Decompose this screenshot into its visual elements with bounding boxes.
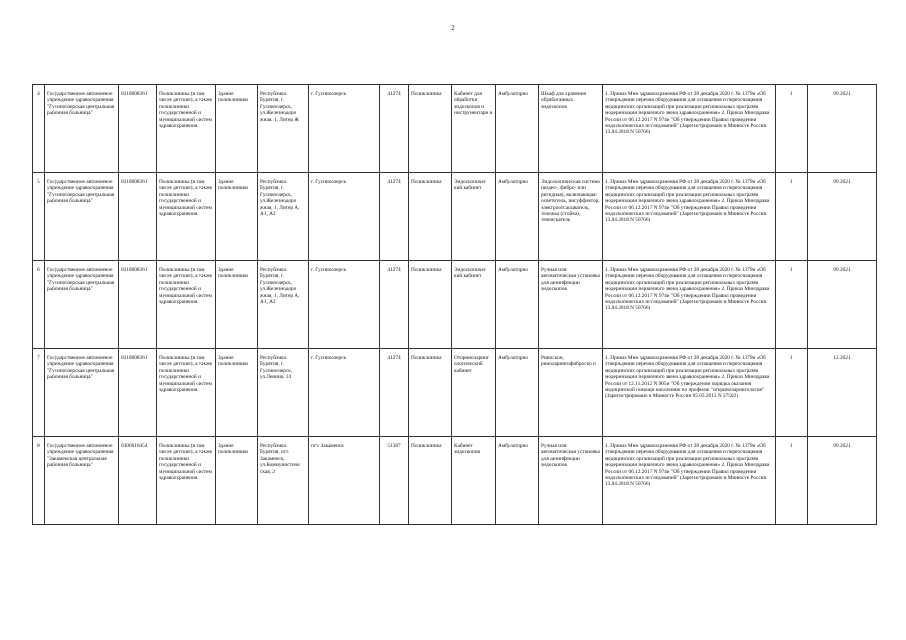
unit-type-cell: Поликлиника (в том числе детские), а также поликлиники государственной и муниципальной систем здравоохранения. <box>157 85 216 173</box>
date-cell: 09.2021 <box>808 85 877 173</box>
room-cell: Кабинет эндоскопии <box>452 437 496 525</box>
table-row <box>33 437 877 525</box>
quantity-cell: 1 <box>776 85 808 173</box>
facility-kind-cell: Поликлиника <box>409 85 452 173</box>
unit-type-cell: Поликлиника (в том числе детские), а также поликлиники государственной и муниципальной систем здравоохранения. <box>157 349 216 437</box>
facility-kind-cell: Поликлиника <box>409 261 452 349</box>
org-code-cell: 0318008361 <box>119 261 157 349</box>
address-cell: Республика Бурятия, г. Гусиноозерск, ул.Железнодоро жная, 1, Литер А, А1, А2 <box>258 173 309 261</box>
row-number-cell: 5 <box>33 173 45 261</box>
row-number-cell: 8 <box>33 437 45 525</box>
legal-basis-cell: 1. Приказ Мин здравоохранения РФ от 28 декабря 2020 г. № 1379н «Об утверждении перечня оборудования для оснащения и переоснащения медицинских организаций при реализации региональных программ модернизации первичного звена здравоохранения» 2. Приказ Минздрава России от 06.12.2017 N 974н "Об утверждении Правил проведения эндоскопических исследований" (Зарегистрировано в Минюсте России 13.04.2018 N 50766) <box>603 173 776 261</box>
table-body <box>33 85 877 525</box>
address-cell: Республика Бурятия, г. Гусиноозерск, ул.Железнодоро жная, 1, Литер Ж <box>258 85 309 173</box>
org-code-cell: 0318008361 <box>119 349 157 437</box>
organization-cell: Государственное автономное учреждение здравоохранения "Гусиноозерская центральная районная больница" <box>45 349 119 437</box>
quantity-cell: 1 <box>776 261 808 349</box>
building-cell: Здание поликлиники <box>216 349 258 437</box>
row-number-cell: 7 <box>33 349 45 437</box>
unit-type-cell: Поликлиника (в том числе детские), а также поликлиники государственной и муниципальной систем здравоохранения. <box>157 173 216 261</box>
unit-type-cell: Поликлиника (в том числе детские), а также поликлиники государственной и муниципальной систем здравоохранения. <box>157 261 216 349</box>
org-code-cell: 0306010454 <box>119 437 157 525</box>
organization-cell: Государственное автономное учреждение здравоохранения "Гусиноозерская центральная районная больница" <box>45 261 119 349</box>
org-code-cell: 0318008361 <box>119 173 157 261</box>
legal-basis-cell: 1. Приказ Мин здравоохранения РФ от 28 декабря 2020 г. № 1379н «Об утверждении перечня оборудования для оснащения и переоснащения медицинских организаций при реализации региональных программ модернизации первичного звена здравоохранения» 2. Приказ Минздрава России от 06.12.2017 N 974н "Об утверждении Правил проведения эндоскопических исследований" (Зарегистрировано в Минюсте России 13.04.2018 N 50766) <box>603 85 776 173</box>
table-row <box>33 349 877 437</box>
legal-basis-cell: 1. Приказ Мин здравоохранения РФ от 28 декабря 2020 г. № 1379н «Об утверждении перечня оборудования для оснащения и переоснащения медицинских организаций при реализации региональных программ модернизации первичного звена здравоохранения» 2. Приказ Минздрава России от 06.12.2017 N 974н "Об утверждении Правил проведения эндоскопических исследований" (Зарегистрировано в Минюсте России 13.04.2018 N 50766) <box>603 261 776 349</box>
oktmo-cell: 41274 <box>380 85 409 173</box>
row-number-cell: 4 <box>33 85 45 173</box>
address-cell: Республика Бурятия, г. Гусиноозерск, ул.Железнодоро жная, 1, Литер А, А1, А2 <box>258 261 309 349</box>
date-cell: 09.2021 <box>808 437 877 525</box>
settlement-cell: г. Гусиноозерск <box>309 349 380 437</box>
equipment-table <box>32 84 877 525</box>
oktmo-cell: 51387 <box>380 437 409 525</box>
table-row <box>33 173 877 261</box>
building-cell: Здание поликлиники <box>216 261 258 349</box>
row-number-cell: 6 <box>33 261 45 349</box>
date-cell: 12.2021 <box>808 349 877 437</box>
legal-basis-cell: 1. Приказ Мин здравоохранения РФ от 28 декабря 2020 г. № 1379н «Об утверждении перечня оборудования для оснащения и переоснащения медицинских организаций при реализации региональных программ модернизации первичного звена здравоохранения» 2. Приказ Минздрава России от 06.12.2017 N 974н "Об утверждении Правил проведения эндоскопических исследований" (Зарегистрировано в Минюсте России 13.04.2018 N 50766) <box>603 437 776 525</box>
page-number: 2 <box>451 24 455 32</box>
quantity-cell: 1 <box>776 349 808 437</box>
unit-type-cell: Поликлиника (в том числе детские), а также поликлиники государственной и муниципальной систем здравоохранения. <box>157 437 216 525</box>
care-type-cell: Амбулаторно <box>496 85 539 173</box>
equipment-cell: Эндоскопическая система (видео-, фибро- или ригидная), включающая: осветитель, инсуффлятор, электроотсасыватель, тележка (стойка), течеискатель <box>539 173 603 261</box>
care-type-cell: Амбулаторно <box>496 261 539 349</box>
date-cell: 09.2021 <box>808 173 877 261</box>
equipment-cell: Ручная или автоматическая установка для дезинфекции эндоскопов <box>539 437 603 525</box>
building-cell: Здание поликлиники <box>216 173 258 261</box>
room-cell: Оториноларинг ологический кабинет <box>452 349 496 437</box>
oktmo-cell: 41274 <box>380 173 409 261</box>
organization-cell: Государственное автономное учреждение здравоохранения "Закаменская центральная районная больница" <box>45 437 119 525</box>
care-type-cell: Амбулаторно <box>496 173 539 261</box>
facility-kind-cell: Поликлиника <box>409 173 452 261</box>
room-cell: Эндоскопичес кий кабинет <box>452 261 496 349</box>
oktmo-cell: 41274 <box>380 261 409 349</box>
settlement-cell: г. Гусиноозерск <box>309 173 380 261</box>
room-cell: Кабинет для обработки эндоскопов и инструментари я <box>452 85 496 173</box>
equipment-cell: Риноскоп, риноларингофиброско п <box>539 349 603 437</box>
organization-cell: Государственное автономное учреждение здравоохранения "Гусиноозерская центральная районная больница" <box>45 85 119 173</box>
settlement-cell: г. Гусиноозерск <box>309 85 380 173</box>
table-row <box>33 85 877 173</box>
date-cell: 09.2021 <box>808 261 877 349</box>
address-cell: Республика Бурятия, г. Гусиноозерск, ул.Ленина, 14 <box>258 349 309 437</box>
equipment-cell: Шкаф для хранения обработанных эндоскопов <box>539 85 603 173</box>
equipment-cell: Ручная или автоматическая установка для дезинфекции эндоскопов <box>539 261 603 349</box>
building-cell: Здание поликлиники <box>216 85 258 173</box>
room-cell: Эндоскопичес кий кабинет <box>452 173 496 261</box>
quantity-cell: 1 <box>776 173 808 261</box>
care-type-cell: Амбулаторно <box>496 349 539 437</box>
facility-kind-cell: Поликлиника <box>409 437 452 525</box>
table-row <box>33 261 877 349</box>
quantity-cell: 1 <box>776 437 808 525</box>
settlement-cell: г. Гусиноозерск <box>309 261 380 349</box>
building-cell: Здание поликлиники <box>216 437 258 525</box>
organization-cell: Государственное автономное учреждение здравоохранения "Гусиноозерская центральная районная больница" <box>45 173 119 261</box>
legal-basis-cell: 1. Приказ Мин здравоохранения РФ от 28 декабря 2020 г. № 1379н «Об утверждении перечня оборудования для оснащения и переоснащения медицинских организаций при реализации региональных программ модернизации первичного звена здравоохранения» 2. Приказ Минздрава России от 12.11.2012 N 905н "Об утверждении порядка оказания медицинской помощи населению по профилю "оториноларингология" (Зарегистрировано в Минюсте России 05.03.2013 N 27502) <box>603 349 776 437</box>
address-cell: Республика Бурятия, пгт. Закаменск, ул.Коммунистиче ская, 2 <box>258 437 309 525</box>
oktmo-cell: 41274 <box>380 349 409 437</box>
settlement-cell: пгт. Закаменск <box>309 437 380 525</box>
org-code-cell: 0318008361 <box>119 85 157 173</box>
facility-kind-cell: Поликлиника <box>409 349 452 437</box>
care-type-cell: Амбулаторно <box>496 437 539 525</box>
